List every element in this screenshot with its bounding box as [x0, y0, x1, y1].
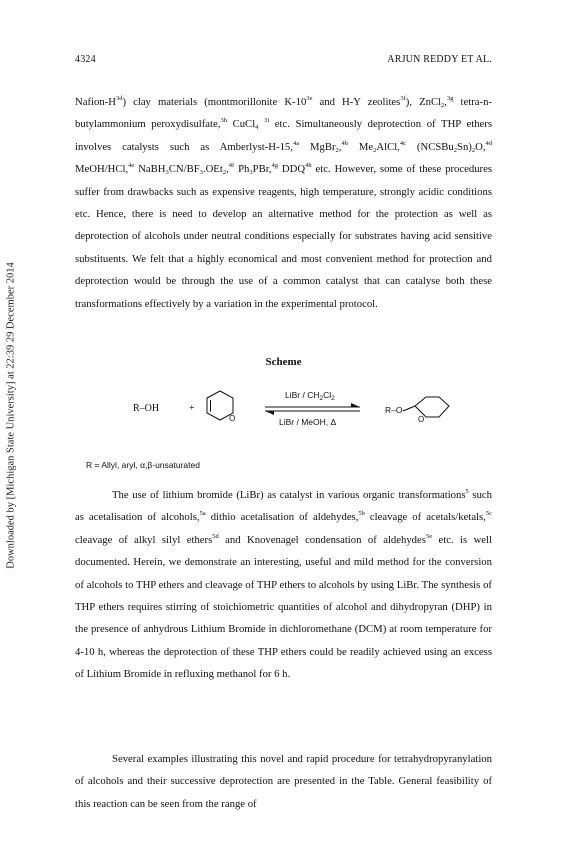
paragraph-2: The use of lithium bromide (LiBr) as catalyst in various organic transformations$^5$ such as acetalisation of alcohols,$^{5a}$ dithio acetalisation of aldehydes,$^{5b}$ cleavage of acetals/ketals,$^{5c}$ cleavage of alkyl silyl ethers$^{5d}$ and Knovenagel condensation of aldehydes$^{5e}$ etc. is well documented. Herein, we demonstrate an interesting, useful and mild method for the conversion of alcohols to THP ethers and cleavage of THP ethers to alcohols by using LiBr. The synthesis of THP ethers requires stirring of stoichiometric quantities of alcohol and dihydropyran (DHP) in the presence of anhydrous Lithium Bromide in dichloromethane (DCM) at room temperature for 4-10 h, whereas the deprotection of these THP ethers could be readily achieved using an excess of Lithium Bromide in refluxing methanol for 6 h.: [75, 488, 492, 681]
dhp-ring-oxygen: O: [229, 414, 236, 423]
reactant-alcohol: R–OH: [133, 403, 160, 414]
page-number: 4324: [75, 54, 96, 65]
scheme-title: Scheme: [265, 356, 302, 368]
reverse-arrow: [265, 411, 360, 415]
reaction-scheme: [75, 378, 492, 438]
running-header: [75, 54, 492, 65]
download-watermark: Downloaded by [Michigan State University] at 22:39 29 December 2014: [5, 261, 17, 569]
paragraph-1: Nafion-$H^{3d}$) clay materials (montmorillonite $K-10^{3e}$ and H-Y zeolites$^{3f}$), ZnCl$_2$,$^{3g}$ tetra-n-butylammonium peroxydisulfate,$^{3h}$ CuCl$_4$ $^{3i}$ etc. Simultaneously deprotection of THP ethers involves catalysts such as Amberlyst-H-15,$^{4a}$ MgBr$_2$,$^{4b}$ $Me_2AlCl,^{4c}$ $(NCSBu_2Sn)_2O,^{4d}$ MeOH/HCl,$^{4e}$ $NaBH_3CN/BF_3.OEt_2,^{4f}$ $Ph_3PBr,^{4g}$ $DDQ^{4h}$ etc. However, some of these procedures suffer from drawbacks such as expensive reagents, high temperature, strongly acidic conditions etc. Hence, there is need to develop an alternative method for the protection as well as deprotection of alcohols under neutral conditions especially for substrates having acid sensitive substituents. We felt that a highly economical and most convenient method for protection and deprotection would be through the use of a common catalyst that can catalyse both these transformations effectively by a variation in the experimental protocol.: [75, 95, 493, 310]
forward-arrow: [265, 403, 360, 407]
running-title: ARJUN REDDY ET AL.: [387, 54, 492, 65]
product-prefix: R–O: [385, 405, 403, 415]
forward-condition: LiBr / $CH_2Cl_2$: [285, 390, 335, 402]
plus-sign: +: [189, 403, 195, 414]
r-group-definition: R = Allyl, aryl, α,β-unsaturated: [86, 460, 200, 470]
reverse-condition: LiBr / MeOH, Δ: [279, 417, 337, 427]
thp-ring-oxygen: O: [418, 415, 425, 424]
paragraph-3: Several examples illustrating this novel and rapid procedure for tetrahydropyranylation of alcohols and their successive deprotection are presented in the Table. General feasibility of this reaction can be seen from the range of: [75, 753, 492, 810]
tetrahydropyran-structure: [403, 397, 449, 417]
